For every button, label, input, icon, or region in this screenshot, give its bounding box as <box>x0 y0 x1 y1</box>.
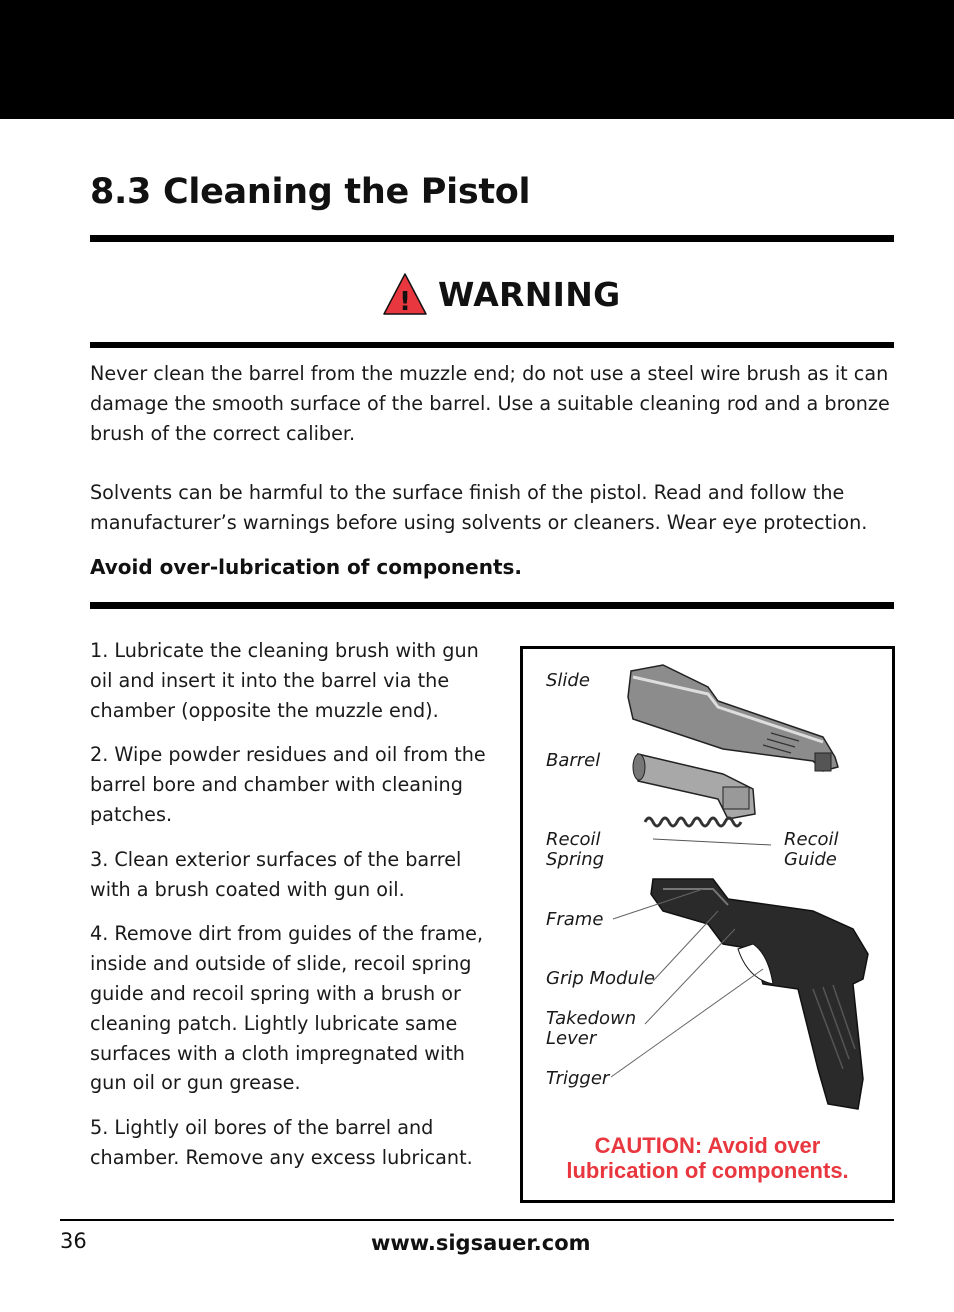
caution-line: CAUTION: Avoid over <box>594 1133 821 1158</box>
recoil-guide-label-line1: Recoil <box>784 829 839 850</box>
recoil-spring-label-line2: Spring <box>546 849 605 870</box>
svg-text:!: ! <box>399 287 411 316</box>
caution-line: lubrication of components. <box>566 1158 849 1183</box>
step-item: 5. Lightly oil bores of the barrel and chamber. Remove any excess lubricant. <box>90 1116 473 1169</box>
step-item: 3. Clean exterior surfaces of the barrel with a brush coated with gun oil. <box>90 847 462 901</box>
footer-rule <box>60 1219 894 1221</box>
solvent-warning-text: Solvents can be harmful to the surface finish of the pistol. Read and follow the manufacturer’s warnings before using solvents or cleaners. Wear eye protection. <box>90 481 868 534</box>
recoil-spring-label-line1: Recoil <box>546 829 601 850</box>
lubrication-note: Avoid over-lubrication of components. <box>90 555 523 579</box>
divider-rule <box>90 342 894 348</box>
cleaning-steps-list <box>90 636 490 1188</box>
warning-label: WARNING <box>438 274 621 314</box>
slide-label: Slide <box>546 670 590 691</box>
warning-triangle-icon <box>382 272 428 316</box>
website-link[interactable]: www.sigsauer.com <box>371 1231 591 1255</box>
pistol-parts-figure <box>520 646 895 1203</box>
recoil-spring-illustration <box>645 818 771 845</box>
barrel-illustration <box>633 754 755 819</box>
divider-rule <box>90 602 894 609</box>
grip-module-label: Grip Module <box>546 968 655 989</box>
page-number: 36 <box>60 1229 87 1253</box>
takedown-lever-label-line1: Takedown <box>546 1008 637 1029</box>
warning-header <box>382 272 621 316</box>
takedown-lever-label-line2: Lever <box>546 1028 597 1049</box>
barrel-label: Barrel <box>546 750 601 771</box>
trigger-label: Trigger <box>546 1068 610 1089</box>
barrel-cleaning-warning-text: Never clean the barrel from the muzzle end; do not use a steel wire brush as it can damage the smooth surface of the barrel. Use a suitable cleaning rod and a bronze brush of the correct caliber. <box>90 362 890 445</box>
step-item: 1. Lubricate the cleaning brush with gun oil and insert it into the barrel via the chamber (opposite the muzzle end). <box>90 639 479 722</box>
section-title: 8.3 Cleaning the Pistol <box>90 172 531 212</box>
step-item: 4. Remove dirt from guides of the frame, inside and outside of slide, recoil spring guide and recoil spring with a brush or cleaning patch. Lightly lubricate same surfaces with a cloth impregnated with gun oil or gun grease. <box>90 922 484 1095</box>
divider-rule <box>90 235 894 242</box>
caution-note <box>523 1133 892 1183</box>
slide-illustration <box>628 665 838 771</box>
top-black-band <box>0 0 954 119</box>
frame-label: Frame <box>546 909 604 930</box>
step-item: 2. Wipe powder residues and oil from the barrel bore and chamber with cleaning patches. <box>90 743 486 826</box>
frame-illustration <box>651 879 868 1109</box>
recoil-guide-label-line2: Guide <box>784 849 837 870</box>
